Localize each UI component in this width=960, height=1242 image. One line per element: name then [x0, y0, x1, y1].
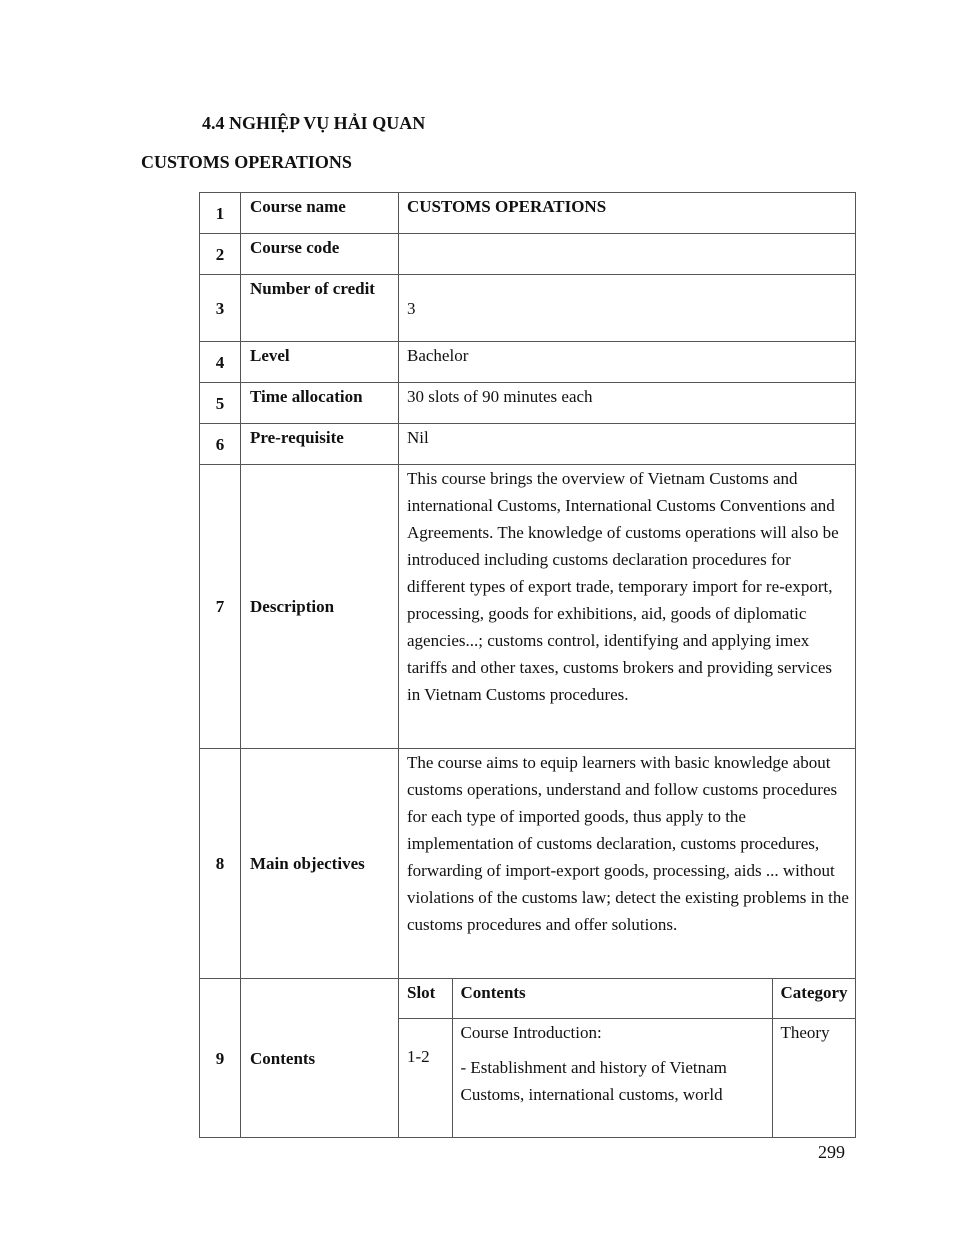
table-row-course-name: [200, 193, 856, 234]
table-row-contents: [200, 979, 856, 1138]
row-label: Pre-requisite: [241, 424, 399, 465]
row-number: 8: [200, 749, 241, 979]
course-code-value: [399, 234, 856, 275]
row-number: 3: [200, 275, 241, 342]
row-label: Time allocation: [241, 383, 399, 424]
table-row-time-allocation: [200, 383, 856, 424]
row-label: Level: [241, 342, 399, 383]
row-number: 4: [200, 342, 241, 383]
contents-cell: [399, 979, 856, 1138]
row-label: Course code: [241, 234, 399, 275]
header-contents: Contents: [452, 979, 772, 1019]
contents-table: [399, 979, 855, 1137]
main-objectives-value: The course aims to equip learners with basic knowledge about customs operations, understand and follow customs procedures for each type of imported goods, thus apply to the implementation of customs declaration, customs procedures, forwarding of import-export goods, processing, aids ... without violations of the customs law; detect the existing problems in the customs procedures and offer solutions.: [399, 749, 856, 979]
header-slot: Slot: [399, 979, 452, 1019]
contents-title: Course Introduction:: [460, 1023, 602, 1042]
slot-value: 1-2: [399, 1019, 452, 1138]
table-row-prerequisite: [200, 424, 856, 465]
row-number: 9: [200, 979, 241, 1138]
header-category: Category: [772, 979, 855, 1019]
section-heading: 4.4 NGHIỆP VỤ HẢI QUAN: [202, 113, 426, 133]
row-number: 5: [200, 383, 241, 424]
category-value: Theory: [772, 1019, 855, 1138]
table-row-main-objectives: [200, 749, 856, 979]
row-number: 7: [200, 465, 241, 749]
course-info-table: [199, 192, 856, 1138]
credits-value: 3: [399, 275, 856, 342]
row-label: Contents: [241, 979, 399, 1138]
row-label: Main objectives: [241, 749, 399, 979]
table-row: [399, 1019, 855, 1138]
contents-value: [452, 1019, 772, 1138]
table-row-level: [200, 342, 856, 383]
table-row-description: [200, 465, 856, 749]
course-name-value: CUSTOMS OPERATIONS: [399, 193, 856, 234]
prerequisite-value: Nil: [399, 424, 856, 465]
contents-detail: - Establishment and history of Vietnam Customs, international customs, world: [460, 1058, 727, 1104]
contents-table-header: [399, 979, 855, 1019]
page-number: 299: [818, 1142, 845, 1162]
row-number: 1: [200, 193, 241, 234]
row-label: Description: [241, 465, 399, 749]
time-allocation-value: 30 slots of 90 minutes each: [399, 383, 856, 424]
table-row-course-code: [200, 234, 856, 275]
section-subheading: CUSTOMS OPERATIONS: [141, 152, 352, 172]
row-number: 2: [200, 234, 241, 275]
row-number: 6: [200, 424, 241, 465]
row-label: Number of credit: [241, 275, 399, 342]
row-label: Course name: [241, 193, 399, 234]
level-value: Bachelor: [399, 342, 856, 383]
description-value: This course brings the overview of Vietnam Customs and international Customs, International Customs Conventions and Agreements. The knowledge of customs operations will also be introduced including customs declaration procedures for different types of export trade, temporary import for re-export, processing, goods for exhibitions, aid, goods of diplomatic agencies...; customs control, identifying and applying imex tariffs and other taxes, customs brokers and providing services in Vietnam Customs procedures.: [399, 465, 856, 749]
table-row-credits: [200, 275, 856, 342]
